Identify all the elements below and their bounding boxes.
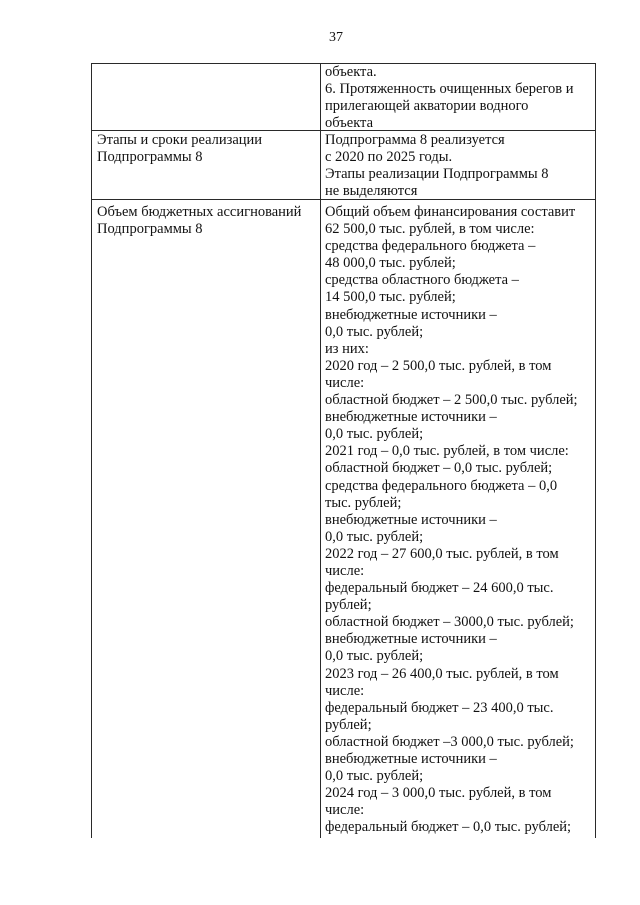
text-line: 6. Протяженность очищенных берегов и	[325, 81, 574, 98]
text-line: объекта	[325, 115, 374, 132]
text-line: внебюджетные источники –	[325, 511, 497, 528]
text-line: 0,0 тыс. рублей;	[325, 426, 424, 443]
table-cell-label	[91, 64, 320, 130]
text-line: областной бюджет – 3000,0 тыс. рублей;	[325, 614, 574, 631]
text-line: с 2020 по 2025 годы.	[325, 149, 453, 166]
text-line: 14 500,0 тыс. рублей;	[325, 289, 456, 306]
text-line: федеральный бюджет – 24 600,0 тыс.	[325, 580, 554, 597]
text-line: 0,0 тыс. рублей;	[325, 528, 424, 545]
table-row	[91, 199, 596, 838]
text-line: средства федерального бюджета – 0,0	[325, 477, 558, 494]
text-line: 48 000,0 тыс. рублей;	[325, 255, 456, 272]
subprogram-table	[91, 63, 596, 838]
text-line: объекта.	[325, 64, 377, 80]
text-line: Объем бюджетных ассигнований	[97, 204, 302, 220]
text-line: тыс. рублей;	[325, 494, 402, 511]
text-line: Этапы реализации Подпрограммы 8	[325, 166, 549, 183]
text-line: рублей;	[325, 716, 372, 733]
text-line: 2024 год – 3 000,0 тыс. рублей, в том	[325, 785, 552, 802]
table-cell-value	[320, 131, 596, 199]
text-line: Подпрограммы 8	[97, 221, 203, 238]
text-line: числе:	[325, 562, 365, 579]
text-line: внебюджетные источники –	[325, 306, 497, 323]
table-cell-label	[91, 200, 320, 838]
text-line: внебюджетные источники –	[325, 751, 497, 767]
text-line: средства федерального бюджета –	[325, 238, 536, 255]
text-line: средства областного бюджета –	[325, 272, 519, 289]
text-line: Подпрограммы 8	[97, 149, 203, 166]
table-cell-value	[320, 64, 596, 130]
text-line: областной бюджет –3 000,0 тыс. рублей;	[325, 733, 574, 750]
text-line: 0,0 тыс. рублей;	[325, 323, 424, 340]
page-number: 37	[329, 30, 343, 45]
table-cell-value	[320, 200, 596, 838]
text-line: числе:	[325, 802, 365, 819]
text-line: из них:	[325, 340, 369, 357]
text-line: областной бюджет – 2 500,0 тыс. рублей;	[325, 392, 578, 409]
text-line: не выделяются	[325, 183, 418, 200]
text-line: областной бюджет – 0,0 тыс. рублей;	[325, 460, 553, 477]
text-line: 0,0 тыс. рублей;	[325, 648, 424, 665]
text-line: Общий объем финансирования составит	[325, 204, 576, 220]
table-row	[91, 63, 596, 130]
text-line: прилегающей акватории водного	[325, 98, 529, 115]
text-line: Подпрограмма 8 реализуется	[325, 132, 505, 148]
text-line: внебюджетные источники –	[325, 631, 497, 648]
text-line: 2020 год – 2 500,0 тыс. рублей, в том	[325, 357, 552, 374]
text-line: 2022 год – 27 600,0 тыс. рублей, в том	[325, 545, 559, 562]
text-line: рублей;	[325, 597, 372, 614]
text-line: 2021 год – 0,0 тыс. рублей, в том числе:	[325, 443, 569, 460]
table-cell-label	[91, 131, 320, 199]
text-line: числе:	[325, 374, 365, 391]
table-row	[91, 130, 596, 199]
text-line: числе:	[325, 682, 365, 699]
text-line: 62 500,0 тыс. рублей, в том числе:	[325, 221, 535, 238]
text-line: внебюджетные источники –	[325, 409, 497, 426]
text-line: федеральный бюджет – 0,0 тыс. рублей;	[325, 819, 572, 836]
text-line: Этапы и сроки реализации	[97, 132, 263, 148]
text-line: 2023 год – 26 400,0 тыс. рублей, в том	[325, 665, 559, 682]
text-line: 0,0 тыс. рублей;	[325, 768, 424, 785]
text-line: федеральный бюджет – 23 400,0 тыс.	[325, 699, 554, 716]
